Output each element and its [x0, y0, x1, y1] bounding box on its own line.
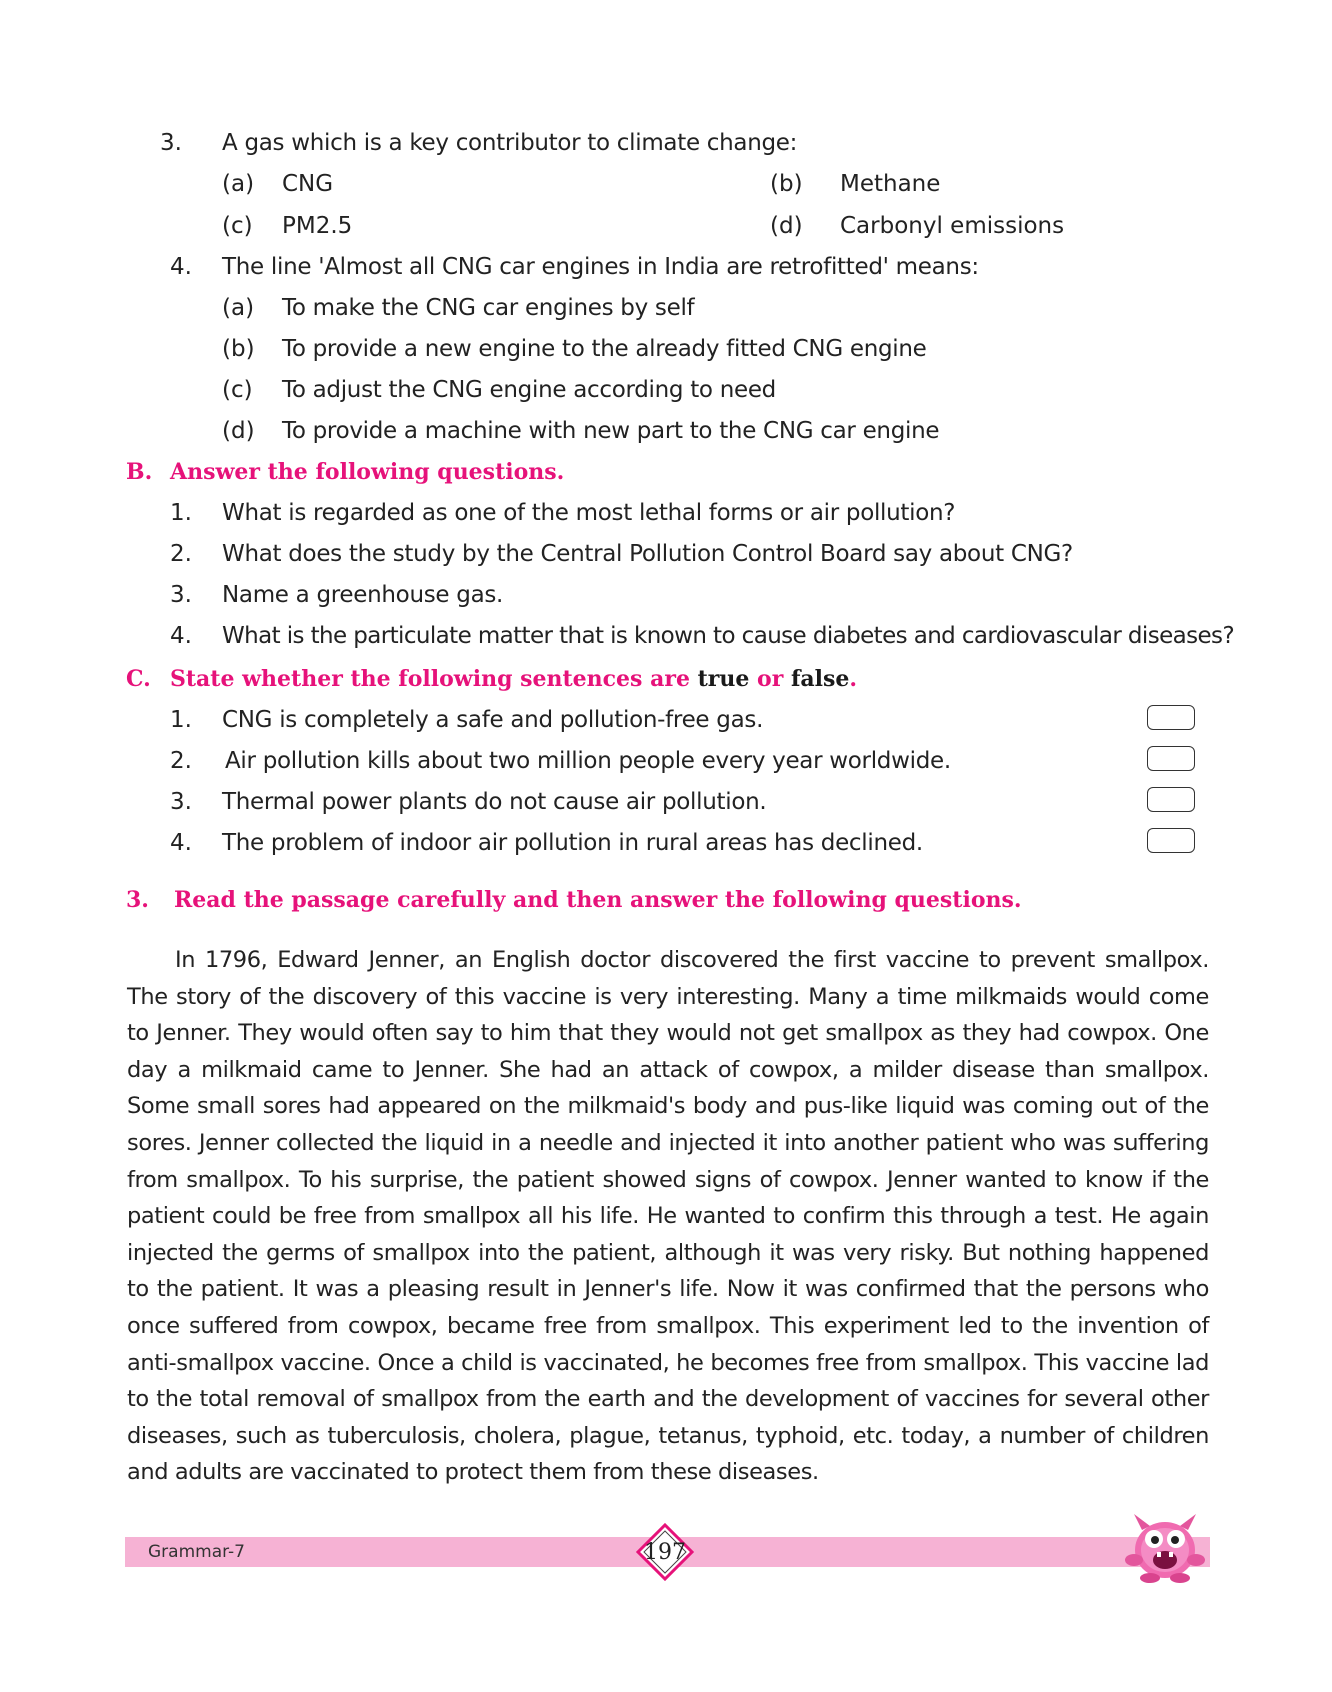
true-false-answer-box[interactable]: [1147, 705, 1195, 730]
question-text: What is regarded as one of the most lethal forms or air pollution?: [222, 500, 956, 526]
option-text: CNG: [282, 171, 334, 197]
option-label: (c): [222, 377, 253, 403]
section-c-title: [170, 664, 857, 694]
statement-number: 4.: [170, 830, 192, 856]
question-number: 2.: [170, 541, 192, 567]
question-text: What does the study by the Central Pollution Control Board say about CNG?: [222, 541, 1073, 567]
statement-number: 3.: [170, 789, 192, 815]
question-text: What is the particulate matter that is known to cause diabetes and cardiovascular diseases?: [222, 623, 1235, 649]
page-number-badge: [636, 1523, 694, 1581]
statement-text: The problem of indoor air pollution in rural areas has declined.: [222, 830, 923, 856]
option-label: (a): [222, 295, 255, 321]
true-false-answer-box[interactable]: [1147, 828, 1195, 853]
option-text: Carbonyl emissions: [840, 213, 1065, 239]
section-3-title: Read the passage carefully and then answer the following questions.: [174, 887, 1022, 913]
monster-mascot-icon: [1120, 1506, 1210, 1584]
option-text: To adjust the CNG engine according to need: [282, 377, 776, 403]
section-b-title: Answer the following questions.: [170, 459, 565, 485]
option-label: (a): [222, 171, 255, 197]
option-text: To make the CNG car engines by self: [282, 295, 695, 321]
option-label: (c): [222, 213, 253, 239]
reading-passage: In 1796, Edward Jenner, an English doctor discovered the first vaccine to prevent smallpox. The story of the discovery of this vaccine is very interesting. Many a time milkmaids would come to Jenner. They would often say to him that they would not get smallpox as they had cowpox. One day a milkmaid came to Jenner. She had an attack of cowpox, a milder disease than smallpox. Some small sores had appeared on the milkmaid's body and pus-like liquid was coming out of the sores. Jenner collected the liquid in a needle and injected it into another patient who was suffering from smallpox. To his surprise, the patient showed signs of cowpox. Jenner wanted to know if the patient could be free from smallpox all his life. He wanted to confirm this through a test. He again injected the germs of smallpox into the patient, although it was very risky. But nothing happened to the patient. It was a pleasing result in Jenner's life. Now it was confirmed that the persons who once suffered from cowpox, became free from smallpox. This experiment led to the invention of anti-smallpox vaccine. Once a child is vaccinated, he becomes free from smallpox. This vaccine lad to the total removal of smallpox from the earth and the development of vaccines for several other diseases, such as tuberculosis, cholera, plague, tetanus, typhoid, etc. today, a number of children and adults are vaccinated to protect them from these diseases.: [127, 947, 1209, 1486]
statement-number: 1.: [170, 707, 192, 733]
true-false-answer-box[interactable]: [1147, 787, 1195, 812]
footer-book-title: Grammar-7: [148, 1542, 245, 1562]
page-number: 197: [644, 1539, 686, 1565]
option-text: To provide a new engine to the already fitted CNG engine: [282, 336, 927, 362]
section-c-letter: C.: [126, 666, 151, 692]
question-text: The line 'Almost all CNG car engines in India are retrofitted' means:: [222, 254, 979, 280]
question-text: A gas which is a key contributor to climate change:: [222, 130, 798, 156]
true-false-answer-box[interactable]: [1147, 746, 1195, 771]
option-text: PM2.5: [282, 213, 353, 239]
option-text: To provide a machine with new part to the CNG car engine: [282, 418, 940, 444]
option-label: (d): [770, 213, 803, 239]
section-b-letter: B.: [126, 459, 153, 485]
section-3-number: 3.: [126, 887, 149, 913]
statement-text: CNG is completely a safe and pollution-free gas.: [222, 707, 764, 733]
option-label: (b): [770, 171, 803, 197]
question-number: 3.: [170, 582, 192, 608]
question-number: 1.: [170, 500, 192, 526]
title-period: .: [849, 666, 858, 692]
option-label: (d): [222, 418, 255, 444]
true-word: true: [697, 666, 750, 692]
false-word: false: [790, 666, 850, 692]
question-number: 4.: [170, 623, 192, 649]
statement-text: Thermal power plants do not cause air pollution.: [222, 789, 767, 815]
statement-text: Air pollution kills about two million people every year worldwide.: [225, 748, 951, 774]
question-text: Name a greenhouse gas.: [222, 582, 504, 608]
section-c-title-text: State whether the following sentences are: [170, 666, 698, 692]
or-word: or: [749, 666, 791, 692]
option-label: (b): [222, 336, 255, 362]
question-number: 4.: [170, 254, 192, 280]
option-text: Methane: [840, 171, 941, 197]
statement-number: 2.: [170, 748, 192, 774]
question-number: 3.: [160, 130, 182, 156]
